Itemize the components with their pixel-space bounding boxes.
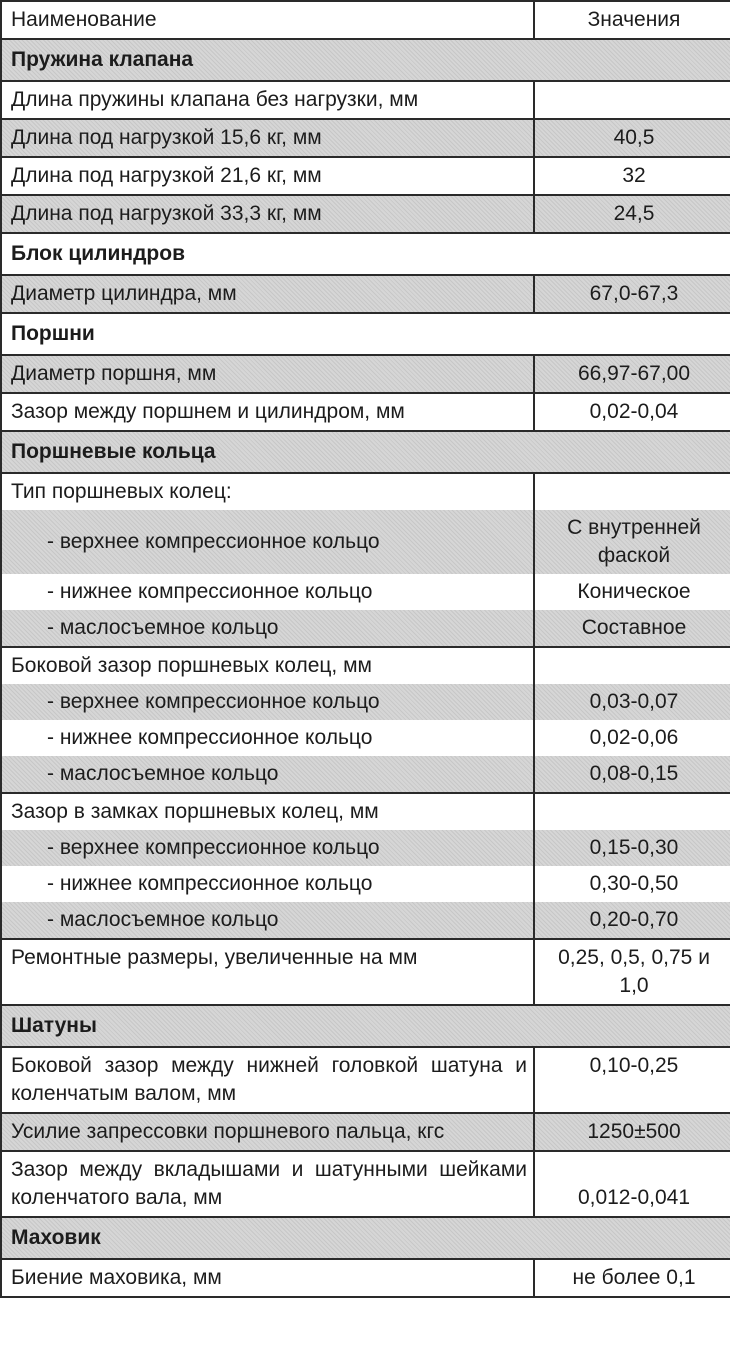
section-row [1, 313, 730, 355]
table-row [1, 473, 730, 510]
row-value: 32 [534, 157, 730, 195]
table-header-row [1, 1, 730, 39]
section-row [1, 1217, 730, 1259]
row-label: - маслосъемное кольцо [1, 610, 534, 647]
table-row [1, 647, 730, 684]
row-label: - нижнее компрессионное кольцо [1, 574, 534, 610]
row-value: 40,5 [534, 119, 730, 157]
row-label: Тип поршневых колец: [1, 473, 534, 510]
section-title-pistons: Поршни [1, 313, 730, 355]
row-label: Диаметр цилиндра, мм [1, 275, 534, 313]
row-label: Ремонтные размеры, увеличенные на мм [1, 939, 534, 1005]
table-row [1, 939, 730, 1005]
row-value: 0,10-0,25 [534, 1047, 730, 1113]
row-value: Составное [534, 610, 730, 647]
row-value: С внутренней фаской [534, 510, 730, 574]
table-row [1, 1047, 730, 1113]
row-label: Усилие запрессовки поршневого пальца, кгс [1, 1113, 534, 1151]
row-value: 24,5 [534, 195, 730, 233]
row-label: - нижнее компрессионное кольцо [1, 720, 534, 756]
table-row [1, 275, 730, 313]
row-value: 0,02-0,04 [534, 393, 730, 431]
section-row [1, 1005, 730, 1047]
row-value [534, 81, 730, 119]
section-row [1, 39, 730, 81]
row-value: 0,03-0,07 [534, 684, 730, 720]
table-row [1, 830, 730, 866]
row-label: Длина под нагрузкой 21,6 кг, мм [1, 157, 534, 195]
table-row [1, 793, 730, 830]
column-header-name: Наименование [1, 1, 534, 39]
section-title-rods: Шатуны [1, 1005, 730, 1047]
row-label: Боковой зазор между нижней головкой шатуна и коленчатым валом, мм [1, 1047, 534, 1113]
row-value [534, 473, 730, 510]
row-value: 0,25, 0,5, 0,75 и 1,0 [534, 939, 730, 1005]
row-label: Зазор в замках поршневых колец, мм [1, 793, 534, 830]
row-value: 0,02-0,06 [534, 720, 730, 756]
table-row [1, 195, 730, 233]
row-label: - нижнее компрессионное кольцо [1, 866, 534, 902]
row-label: - верхнее компрессионное кольцо [1, 684, 534, 720]
table-row [1, 157, 730, 195]
table-row [1, 756, 730, 793]
table-row [1, 510, 730, 574]
table-row [1, 902, 730, 939]
table-row [1, 866, 730, 902]
table-row [1, 119, 730, 157]
row-label: - маслосъемное кольцо [1, 756, 534, 793]
table-row [1, 684, 730, 720]
row-label: - верхнее компрессионное кольцо [1, 510, 534, 574]
row-value: 0,012-0,041 [534, 1151, 730, 1217]
row-label: Длина пружины клапана без нагрузки, мм [1, 81, 534, 119]
column-header-value: Значения [534, 1, 730, 39]
row-label: Длина под нагрузкой 33,3 кг, мм [1, 195, 534, 233]
section-title-spring: Пружина клапана [1, 39, 730, 81]
row-label: - верхнее компрессионное кольцо [1, 830, 534, 866]
row-value [534, 647, 730, 684]
table-row [1, 574, 730, 610]
table-row [1, 355, 730, 393]
row-value: 66,97-67,00 [534, 355, 730, 393]
row-label: Зазор между поршнем и цилиндром, мм [1, 393, 534, 431]
row-label: Боковой зазор поршневых колец, мм [1, 647, 534, 684]
table-row [1, 81, 730, 119]
table-row [1, 610, 730, 647]
row-value: Коническое [534, 574, 730, 610]
row-label: - маслосъемное кольцо [1, 902, 534, 939]
section-title-rings: Поршневые кольца [1, 431, 730, 473]
row-label: Диаметр поршня, мм [1, 355, 534, 393]
table-row [1, 720, 730, 756]
row-value: 67,0-67,3 [534, 275, 730, 313]
section-row [1, 431, 730, 473]
row-label: Зазор между вкладышами и шатунными шейками коленчатого вала, мм [1, 1151, 534, 1217]
table-row [1, 393, 730, 431]
section-row [1, 233, 730, 275]
table-row [1, 1113, 730, 1151]
row-label: Длина под нагрузкой 15,6 кг, мм [1, 119, 534, 157]
row-label: Биение маховика, мм [1, 1259, 534, 1297]
row-value: не более 0,1 [534, 1259, 730, 1297]
table-row [1, 1259, 730, 1297]
row-value [534, 793, 730, 830]
table-row [1, 1151, 730, 1217]
row-value: 0,30-0,50 [534, 866, 730, 902]
section-title-flywheel: Маховик [1, 1217, 730, 1259]
row-value: 0,08-0,15 [534, 756, 730, 793]
section-title-block: Блок цилиндров [1, 233, 730, 275]
row-value: 0,15-0,30 [534, 830, 730, 866]
row-value: 1250±500 [534, 1113, 730, 1151]
row-value: 0,20-0,70 [534, 902, 730, 939]
